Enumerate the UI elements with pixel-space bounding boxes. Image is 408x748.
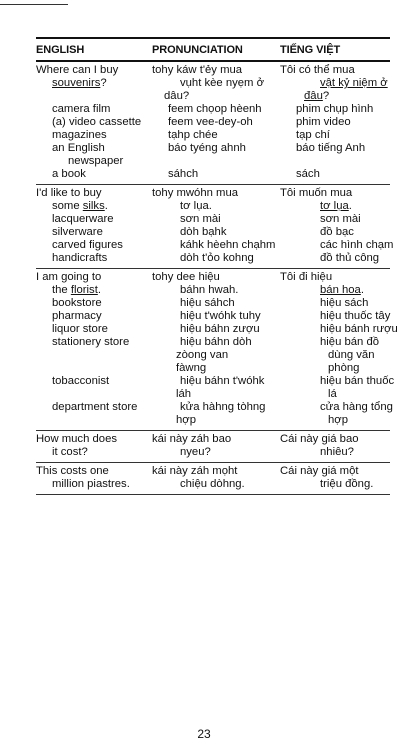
english-cell (36, 239, 168, 252)
text-segment: dòh t'ỏo kohng (180, 252, 254, 264)
pronunciation-cell (168, 310, 308, 323)
underlined-text: đâu (304, 90, 323, 102)
phrase-row (36, 310, 390, 323)
header-vietnamese: TIẾNG VIỆT (280, 43, 341, 56)
text-segment: handicrafts (52, 252, 108, 264)
text-segment: Tôi có thể mua (280, 64, 355, 76)
pronunciation-cell (168, 213, 308, 226)
text-segment: các hình chạm (320, 239, 394, 251)
text-segment: I am going to (36, 271, 102, 283)
underlined-text: vật kỷ niệm ở (320, 77, 388, 89)
text-segment: sách (296, 168, 320, 180)
text-segment: Where can I buy (36, 64, 119, 76)
underlined-text: bán hoa (320, 284, 361, 296)
english-cell (36, 187, 152, 200)
vietnamese-cell (296, 103, 406, 116)
english-cell (36, 388, 152, 401)
text-segment: a book (52, 168, 86, 180)
phrase-section (36, 463, 390, 494)
text-segment: tạhp chée (168, 129, 218, 141)
vietnamese-cell (308, 478, 408, 491)
phrase-row (36, 362, 390, 375)
text-segment: sơn mài (320, 213, 361, 225)
text-segment: kái này záh bao (152, 433, 232, 445)
text-segment: tobacconist (52, 375, 110, 387)
header-pronunciation: PRONUNCIATION (152, 43, 243, 56)
text-segment: tohy dee hiệu (152, 271, 220, 283)
phrasebook-page (36, 37, 398, 495)
vietnamese-cell (308, 239, 408, 252)
text-segment: hiệu bánh rượu (320, 323, 398, 335)
pronunciation-cell (184, 155, 312, 168)
english-cell (36, 465, 152, 478)
text-segment: hiệu thuốc tây (320, 310, 391, 322)
text-segment: feem vee-dey-oh (168, 116, 253, 128)
pronunciation-cell (168, 375, 308, 388)
vietnamese-cell (308, 213, 408, 226)
vietnamese-cell (296, 142, 406, 155)
column-header-row (36, 39, 390, 60)
pronunciation-cell (152, 433, 280, 446)
vietnamese-cell (308, 284, 408, 297)
text-segment: . (97, 284, 101, 296)
phrase-section (36, 185, 394, 268)
text-segment: báo tyéng ahnh (168, 142, 246, 154)
english-cell (36, 64, 152, 77)
english-cell (36, 323, 168, 336)
text-segment: feem chọop hèenh (168, 103, 262, 115)
phrase-row (36, 388, 390, 401)
pronunciation-cell (152, 465, 280, 478)
text-segment: báhn hwah. (180, 284, 239, 296)
english-cell (36, 414, 152, 427)
pronunciation-cell (152, 187, 280, 200)
underlined-text: tơ lụa (320, 200, 349, 212)
english-cell (36, 297, 168, 310)
english-cell (36, 77, 168, 90)
phrase-row (36, 433, 390, 446)
pronunciation-cell (168, 200, 308, 213)
text-segment: ? (322, 90, 330, 102)
english-cell (36, 103, 168, 116)
phrase-row (36, 103, 390, 116)
page-number: 23 (197, 727, 211, 741)
vietnamese-cell (304, 388, 408, 401)
pronunciation-cell (168, 103, 296, 116)
phrase-row (36, 465, 390, 478)
english-cell (36, 142, 168, 155)
text-segment: báo tiếng Anh (296, 142, 366, 154)
vietnamese-cell (304, 414, 408, 427)
text-segment: . (360, 284, 364, 296)
vietnamese-cell (280, 187, 390, 200)
pronunciation-cell (152, 349, 304, 362)
text-segment: cửa hàng tổng (320, 401, 393, 413)
text-segment: lacquerware (52, 213, 114, 225)
phrase-section (36, 431, 390, 462)
english-cell (36, 446, 168, 459)
text-segment: tơ lụa. (180, 200, 212, 212)
top-edge-line (0, 4, 68, 5)
english-cell (36, 478, 168, 491)
text-segment: . (348, 200, 352, 212)
underlined-text: souvenirs (52, 77, 101, 89)
text-segment: it cost? (52, 446, 88, 458)
text-segment: dùng văn (328, 349, 375, 361)
text-segment: láh (176, 388, 192, 400)
english-cell (36, 226, 168, 239)
text-segment: triệu đồng. (320, 478, 374, 490)
text-segment: ? (100, 77, 107, 89)
text-segment: hiệu bán thuốc (320, 375, 395, 387)
text-segment: tạp chí (296, 129, 330, 141)
text-segment: Tôi muốn mua (280, 187, 353, 199)
text-segment: liquor store (52, 323, 108, 335)
text-segment: sơn mài (180, 213, 221, 225)
text-segment: hiệu báhn dòh (180, 336, 252, 348)
vietnamese-cell (280, 433, 390, 446)
pronunciation-cell (168, 239, 308, 252)
phrase-section (36, 62, 390, 184)
vietnamese-cell (280, 64, 390, 77)
pronunciation-cell (152, 414, 304, 427)
english-cell (36, 271, 152, 284)
text-segment: fàwng (176, 362, 207, 374)
text-segment: tohy káw t'ẻy mua (152, 64, 243, 76)
english-cell (36, 116, 168, 129)
phrase-row (36, 77, 390, 90)
text-segment: đồ thủ công (320, 252, 380, 264)
phrase-row (36, 252, 390, 265)
pronunciation-cell (152, 271, 280, 284)
text-segment: lá (328, 388, 337, 400)
vietnamese-cell (308, 401, 408, 414)
header-english: ENGLISH (36, 43, 85, 56)
english-cell (36, 213, 168, 226)
phrase-row (36, 271, 390, 284)
pronunciation-cell (168, 252, 308, 265)
text-segment: hiệu báhn t'wóhk (180, 375, 265, 387)
english-cell (36, 310, 168, 323)
vietnamese-cell (308, 336, 408, 349)
text-segment: million piastres. (52, 478, 130, 490)
vietnamese-cell (308, 310, 408, 323)
text-segment: camera film (52, 103, 111, 115)
text-segment: the (52, 284, 71, 296)
text-segment: phim chụp hình (296, 103, 374, 115)
phrase-row (36, 323, 398, 336)
text-segment: hợp (176, 414, 196, 426)
english-cell (36, 284, 168, 297)
text-segment: Tôi đi hiệu (280, 271, 333, 283)
english-cell (36, 155, 184, 168)
text-segment: káhk hèehn chạhm (180, 239, 276, 251)
pronunciation-cell (168, 297, 308, 310)
text-segment: phim video (296, 116, 351, 128)
vietnamese-cell (308, 297, 408, 310)
pronunciation-cell (168, 129, 296, 142)
vietnamese-cell (296, 129, 406, 142)
vietnamese-cell (280, 271, 390, 284)
pronunciation-cell (168, 336, 308, 349)
text-segment: hiệu báhn zượu (180, 323, 260, 335)
text-segment: zòong van (176, 349, 229, 361)
text-segment: How much does (36, 433, 117, 445)
vietnamese-cell (308, 252, 408, 265)
vietnamese-cell (292, 90, 408, 103)
pronunciation-cell (152, 362, 304, 375)
phrase-row (36, 284, 390, 297)
text-segment: vụht kèe nyẹm ở (180, 77, 265, 89)
vietnamese-cell (280, 465, 390, 478)
underlined-text: florist (70, 284, 98, 296)
pronunciation-cell (168, 116, 296, 129)
phrase-row (36, 336, 390, 349)
text-segment: I'd like to buy (36, 187, 102, 199)
english-cell (36, 401, 168, 414)
english-cell (36, 336, 168, 349)
phrase-row (36, 168, 390, 181)
phrase-row (36, 226, 390, 239)
vietnamese-cell (296, 168, 406, 181)
text-segment: an English (52, 142, 105, 154)
phrase-sections (36, 62, 398, 495)
pronunciation-cell (168, 446, 308, 459)
english-cell (36, 200, 168, 213)
text-segment: sáhch (168, 168, 199, 180)
text-segment: dâu? (164, 90, 190, 102)
phrase-row (36, 401, 393, 414)
section-divider (36, 494, 390, 495)
text-segment: đồ bạc (320, 226, 354, 238)
text-segment: department store (52, 401, 138, 413)
phrase-row (36, 155, 390, 168)
phrase-row (36, 187, 390, 200)
pronunciation-cell (168, 226, 308, 239)
phrase-row (36, 349, 390, 362)
text-segment: Cái này giá bao (280, 433, 359, 445)
english-cell (36, 90, 152, 103)
phrase-row (36, 129, 390, 142)
pronunciation-cell (168, 142, 296, 155)
english-cell (36, 375, 168, 388)
underlined-text: silks (82, 200, 105, 212)
vietnamese-cell (304, 362, 408, 375)
phrase-row (36, 64, 390, 77)
phrase-row (36, 297, 390, 310)
text-segment: Cái này giá một (280, 465, 359, 477)
phrase-row (36, 239, 394, 252)
text-segment: hiệu t'wóhk tuhy (180, 310, 261, 322)
vietnamese-cell (308, 323, 408, 336)
vietnamese-cell (304, 349, 408, 362)
vietnamese-cell (308, 226, 408, 239)
text-segment: silverware (52, 226, 103, 238)
phrase-row (36, 116, 390, 129)
text-segment: some (52, 200, 83, 212)
text-segment: hợp (328, 414, 348, 426)
phrase-row (36, 478, 390, 491)
vietnamese-cell (308, 375, 408, 388)
text-segment: . (104, 200, 108, 212)
phrase-section (36, 269, 398, 430)
text-segment: kửa hàhng tòhng (180, 401, 266, 413)
text-segment: This costs one (36, 465, 109, 477)
text-segment: carved figures (52, 239, 123, 251)
text-segment: phòng (328, 362, 360, 374)
phrase-row (36, 414, 390, 427)
text-segment: pharmacy (52, 310, 102, 322)
phrase-row (36, 200, 390, 213)
text-segment: tohy mwóhn mua (152, 187, 239, 199)
text-segment: hiệu sách (320, 297, 369, 309)
pronunciation-cell (152, 90, 292, 103)
pronunciation-cell (152, 64, 280, 77)
text-segment: dòh bạhk (180, 226, 227, 238)
pronunciation-cell (168, 284, 308, 297)
english-cell (36, 129, 168, 142)
text-segment: nyeu? (180, 446, 211, 458)
phrase-row (36, 375, 395, 388)
text-segment: hiệu sáhch (180, 297, 235, 309)
phrase-row (36, 90, 390, 103)
english-cell (36, 349, 152, 362)
english-cell (36, 433, 152, 446)
pronunciation-cell (168, 168, 296, 181)
vietnamese-cell (308, 200, 408, 213)
text-segment: hiệu bán đồ (320, 336, 380, 348)
english-cell (36, 362, 152, 375)
text-segment: chiệu dòhng. (180, 478, 245, 490)
pronunciation-cell (168, 478, 308, 491)
text-segment: stationery store (52, 336, 130, 348)
vietnamese-cell (308, 446, 408, 459)
pronunciation-cell (168, 323, 308, 336)
text-segment: nhiêu? (320, 446, 354, 458)
pronunciation-cell (152, 388, 304, 401)
vietnamese-cell (312, 155, 408, 168)
text-segment: (a) video cassette (52, 116, 142, 128)
vietnamese-cell (308, 77, 408, 90)
phrase-row (36, 446, 390, 459)
text-segment: newspaper (68, 155, 124, 167)
text-segment: magazines (52, 129, 107, 141)
phrase-row (36, 142, 390, 155)
english-cell (36, 168, 168, 181)
vietnamese-cell (296, 116, 406, 129)
phrase-row (36, 213, 390, 226)
english-cell (36, 252, 168, 265)
pronunciation-cell (168, 77, 308, 90)
text-segment: kái này záh mọht (152, 465, 238, 477)
pronunciation-cell (168, 401, 308, 414)
text-segment: bookstore (52, 297, 102, 309)
